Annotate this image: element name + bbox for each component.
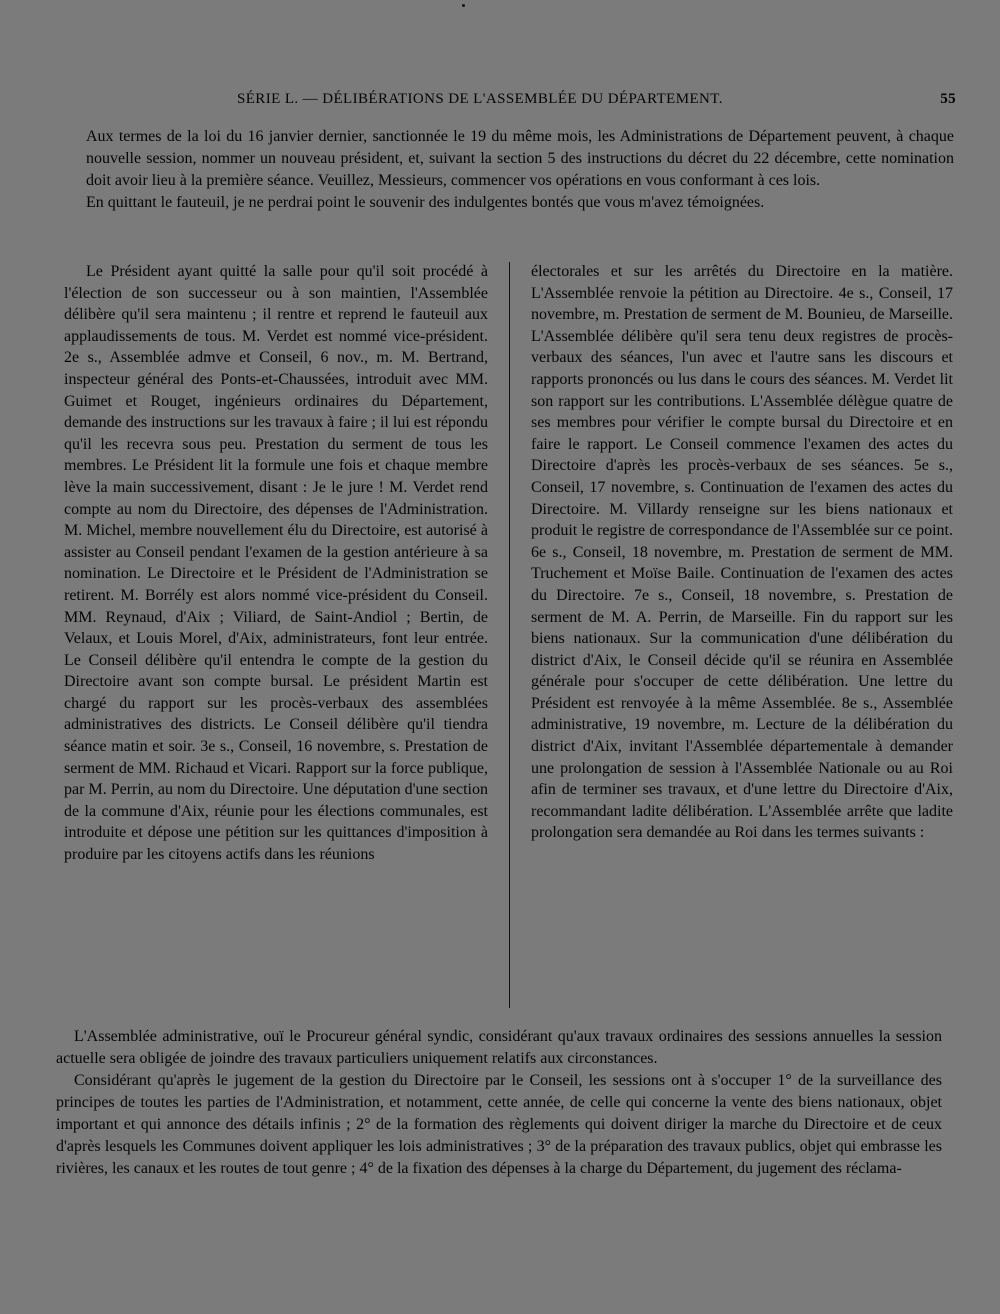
page-number: 55 (940, 91, 956, 107)
left-column-text: Le Président ayant quitté la salle pour qu'il soit procédé à l'élection de son successeur ou à son maintien, l'Assemblée délibère qu'il sera maintenu ; il rentre et reprend le fauteuil aux applaudissements de tous. M. Verdet est nommé vice-président. 2e s., Assemblée admve et Conseil, 6 nov., m. M. Bertrand, inspecteur général des Ponts-et-Chaussées, introduit avec MM. Guimet et Rouget, ingénieurs ordinaires du Département, demande des instructions sur les travaux à faire ; il lui est répondu qu'il les recevra sous peu. Prestation du serment de tous les membres. Le Président lit la formule une fois et chaque membre lève la main successivement, disant : Je le jure ! M. Verdet rend compte au nom du Directoire, des dépenses de l'Administration. M. Michel, membre nouvellement élu du Directoire, est autorisé à assister au Conseil pendant l'examen de la gestion antérieure à sa nomination. Le Directoire et le Président de l'Administration se retirent. M. Borrély est alors nommé vice-président du Conseil. MM. Reynaud, d'Aix ; Viliard, de Saint-Andiol ; Bertin, de Velaux, et Louis Morel, d'Aix, administrateurs, font leur entrée. Le Conseil délibère qu'il entendra le compte de la gestion du Directoire avant son compte bursal. Le président Martin est chargé du rapport sur les procès-verbaux des assemblées administratives des districts. Le Conseil délibère qu'il tiendra séance matin et soir. 3e s., Conseil, 16 novembre, s. Prestation de serment de MM. Richaud et Vicari. Rapport sur la force publique, par M. Perrin, au nom du Directoire. Une députation d'une section de la commune d'Aix, réunie pour les élections communales, est introduite et dépose une pétition sur les quittances d'imposition à produire par les citoyens actifs dans les réunions (64, 263, 488, 864)
intro-paragraph-2: En quittant le fauteuil, je ne perdrai point le souvenir des indulgentes bontés que vous m'avez témoignées. (86, 194, 765, 211)
bottom-paragraph-2: Considérant qu'après le jugement de la gestion du Directoire par le Conseil, les sessions ont à s'occuper 1° de la surveillance des principes de toutes les parties de l'Administration, et notamment, cette année, de celle qui concerne la vente des biens nationaux, objet important et qui annonce des détails infinis ; 2° de la formation des règlements qui doivent diriger la marche du Directoire et de ceux d'après lesquels les Communes doivent appliquer les lois administratives ; 3° de la préparation des travaux publics, objet qui embrasse les rivières, les canaux et les routes de tout genre ; 4° de la fixation des dépenses à la charge du Département, du jugement des réclama- (56, 1072, 942, 1177)
intro-paragraph-1: Aux termes de la loi du 16 janvier dernier, sanctionnée le 19 du même mois, les Administrations de Département peuvent, à chaque nouvelle session, nommer un nouveau président, et, suivant la section 5 des instructions du décret du 22 décembre, cette nomination doit avoir lieu à la première séance. Veuillez, Messieurs, commencer vos opérations en vous conformant à ces lois. (86, 128, 954, 189)
bottom-paragraph-1: L'Assemblée administrative, ouï le Procureur général syndic, considérant qu'aux travaux ordinaires des sessions annuelles la session actuelle sera obligée de joindre des travaux particuliers uniquement relatifs aux circonstances. (56, 1028, 942, 1067)
intro-block (86, 126, 954, 214)
right-column-text: électorales et sur les arrêtés du Directoire en la matière. L'Assemblée renvoie la pétition au Directoire. 4e s., Conseil, 17 novembre, m. Prestation de serment de M. Bounieu, de Marseille. L'Assemblée délibère qu'il sera tenu deux registres de procès-verbaux des séances, l'un avec et l'autre sans les discours et rapports prononcés ou lus dans le cours des séances. M. Verdet lit son rapport sur les contributions. L'Assemblée délègue quatre de ses membres pour vérifier le compte bursal du Directoire et en faire le rapport. Le Conseil commence l'examen des actes du Directoire d'après les procès-verbaux de ses séances. 5e s., Conseil, 17 novembre, s. Continuation de l'examen des actes du Directoire. M. Villardy renseigne sur les biens nationaux et produit le registre de correspondance de l'Assemblée sur ce point. 6e s., Conseil, 18 novembre, m. Prestation de serment de MM. Truchement et Moïse Baile. Continuation de l'examen des actes du Directoire. 7e s., Conseil, 18 novembre, s. Prestation de serment de M. A. Perrin, de Marseille. Fin du rapport sur les biens nationaux. Sur la communication d'une délibération du district d'Aix, le Conseil décide qu'il se réunira en Assemblée générale pour s'occuper de cette délibération. Une lettre du Président est renvoyée à la même Assemblée. 8e s., Assemblée administrative, 19 novembre, m. Lecture de la délibération du district d'Aix, invitant l'Assemblée départementale à demander une prolongation de session à l'Assemblée Nationale ou au Roi afin de terminer ses travaux, et d'une lettre du Directoire d'Aix, recommandant ladite délibération. L'Assemblée arrête que ladite prolongation sera demandée au Roi dans les termes suivants : (531, 263, 953, 842)
column-divider (509, 262, 510, 1008)
running-title: SÉRIE L. — DÉLIBÉRATIONS DE L'ASSEMBLÉE DU DÉPARTEMENT. (237, 91, 723, 107)
bottom-block (56, 1026, 942, 1180)
running-header (0, 88, 1000, 112)
scan-speck (462, 4, 465, 7)
